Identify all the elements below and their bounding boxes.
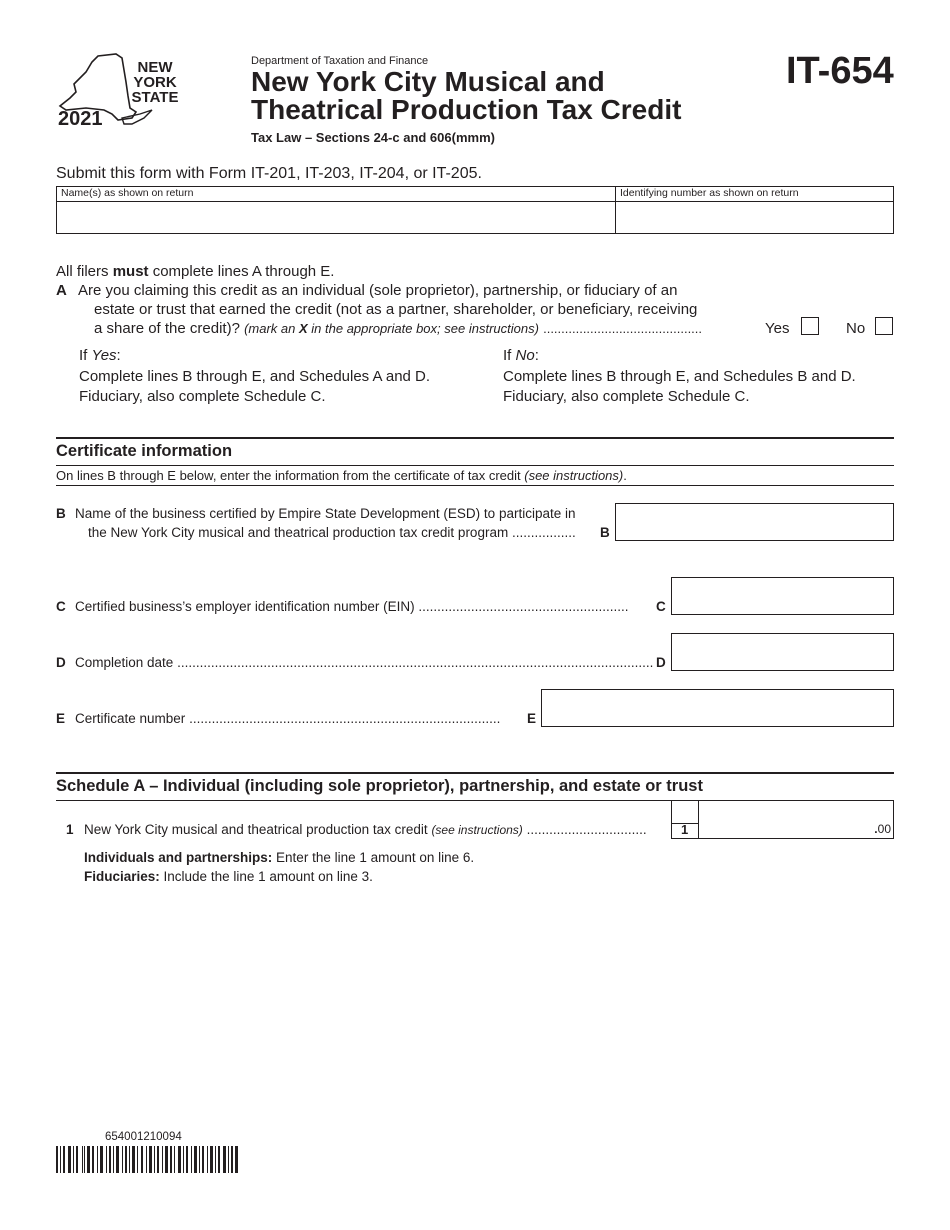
logo-word-1: NEW — [137, 59, 173, 76]
all-filers-instruction: All filers must complete lines A through E. — [56, 263, 335, 280]
submit-instruction: Submit this form with Form IT-201, IT-203, IT-204, or IT-205. — [56, 165, 482, 182]
line-a-text-1: Are you claiming this credit as an individual (sole proprietor), partnership, or fiduciary of an — [78, 282, 678, 299]
certificate-number-input[interactable] — [541, 689, 894, 727]
form-subtitle: Tax Law – Sections 24-c and 606(mmm) — [251, 130, 495, 145]
if-yes-line-2: Fiduciary, also complete Schedule C. — [79, 388, 326, 405]
id-number-input[interactable] — [617, 202, 893, 233]
line-c-letter: C — [56, 599, 66, 614]
line-1-amount-box — [671, 800, 894, 839]
logo-word-2: YORK — [133, 74, 177, 91]
name-input[interactable] — [58, 202, 614, 233]
if-no-line-2: Fiduciary, also complete Schedule C. — [503, 388, 750, 405]
yes-checkbox[interactable] — [801, 317, 819, 335]
logo-word-3: STATE — [131, 89, 179, 106]
business-name-input[interactable] — [615, 503, 894, 541]
line-b-box-label: B — [600, 525, 610, 540]
line-1-amount-input[interactable] — [700, 802, 878, 836]
completion-date-input[interactable] — [671, 633, 894, 671]
line-d-letter: D — [56, 655, 66, 670]
barcode — [56, 1146, 238, 1173]
form-title — [251, 68, 681, 124]
certificate-section-rule — [56, 437, 894, 439]
line-1-cents: .00 — [874, 822, 891, 836]
if-no-line-1: Complete lines B through E, and Schedules B and D. — [503, 368, 856, 385]
line-a-text-2: estate or trust that earned the credit (not as a partner, shareholder, or beneficiary, receiving — [94, 301, 698, 318]
department-name: Department of Taxation and Finance — [251, 55, 429, 67]
schedule-a-note-fiduciaries: Fiduciaries: Include the line 1 amount on line 3. — [84, 869, 373, 884]
line-c-box-label: C — [656, 599, 666, 614]
certificate-divider-top — [56, 465, 894, 466]
schedule-a-title: Schedule A – Individual (including sole proprietor), partnership, and estate or trust — [56, 777, 703, 795]
name-label: Name(s) as shown on return — [61, 187, 194, 199]
line-1-box-number: 1 — [681, 822, 689, 837]
line-b-letter: B — [56, 506, 66, 521]
schedule-a-rule — [56, 772, 894, 774]
line-a-letter: A — [56, 282, 67, 299]
if-yes-line-1: Complete lines B through E, and Schedules A and D. — [79, 368, 431, 385]
barcode-icon — [56, 1146, 238, 1173]
line-1-text: New York City musical and theatrical production tax credit (see instructions) ................................ — [84, 822, 647, 837]
line-a-text-3: a share of the credit)? (mark an X in the appropriate box; see instructions) ............................................ — [94, 320, 703, 337]
line-c-text: Certified business’s employer identification number (EIN) ........................................................ — [75, 599, 629, 614]
form-number: IT-654 — [786, 50, 894, 92]
barcode-number: 654001210094 — [105, 1131, 182, 1143]
certificate-intro: On lines B through E below, enter the information from the certificate of tax credit (see instructions). — [56, 468, 627, 483]
schedule-a-note-individuals: Individuals and partnerships: Enter the line 1 amount on line 6. — [84, 850, 475, 865]
nys-logo — [56, 52, 186, 132]
form-year: 2021 — [58, 108, 103, 130]
line-b-text-2: the New York City musical and theatrical production tax credit program ................. — [88, 525, 576, 540]
line-b-text-1: Name of the business certified by Empire State Development (ESD) to participate in — [75, 506, 576, 521]
line-d-box-label: D — [656, 655, 666, 670]
form-title-line-1: New York City Musical and — [251, 66, 605, 97]
no-checkbox[interactable] — [875, 317, 893, 335]
id-number-label: Identifying number as shown on return — [620, 187, 799, 199]
line-e-text: Certificate number ................................................................................... — [75, 711, 501, 726]
yes-label: Yes — [765, 320, 790, 337]
if-yes-heading: If Yes: — [79, 347, 121, 364]
certificate-divider-bottom — [56, 485, 894, 486]
form-title-line-2: Theatrical Production Tax Credit — [251, 94, 682, 125]
certificate-section-title: Certificate information — [56, 442, 233, 460]
no-label: No — [846, 320, 866, 337]
ein-input[interactable] — [671, 577, 894, 615]
line-d-text: Completion date ............................................................................................................................... — [75, 655, 653, 670]
line-e-letter: E — [56, 711, 66, 726]
taxpayer-info-box — [56, 186, 894, 234]
if-no-heading: If No: — [503, 347, 539, 364]
line-e-box-label: E — [527, 711, 537, 726]
line-1-number: 1 — [66, 822, 74, 837]
